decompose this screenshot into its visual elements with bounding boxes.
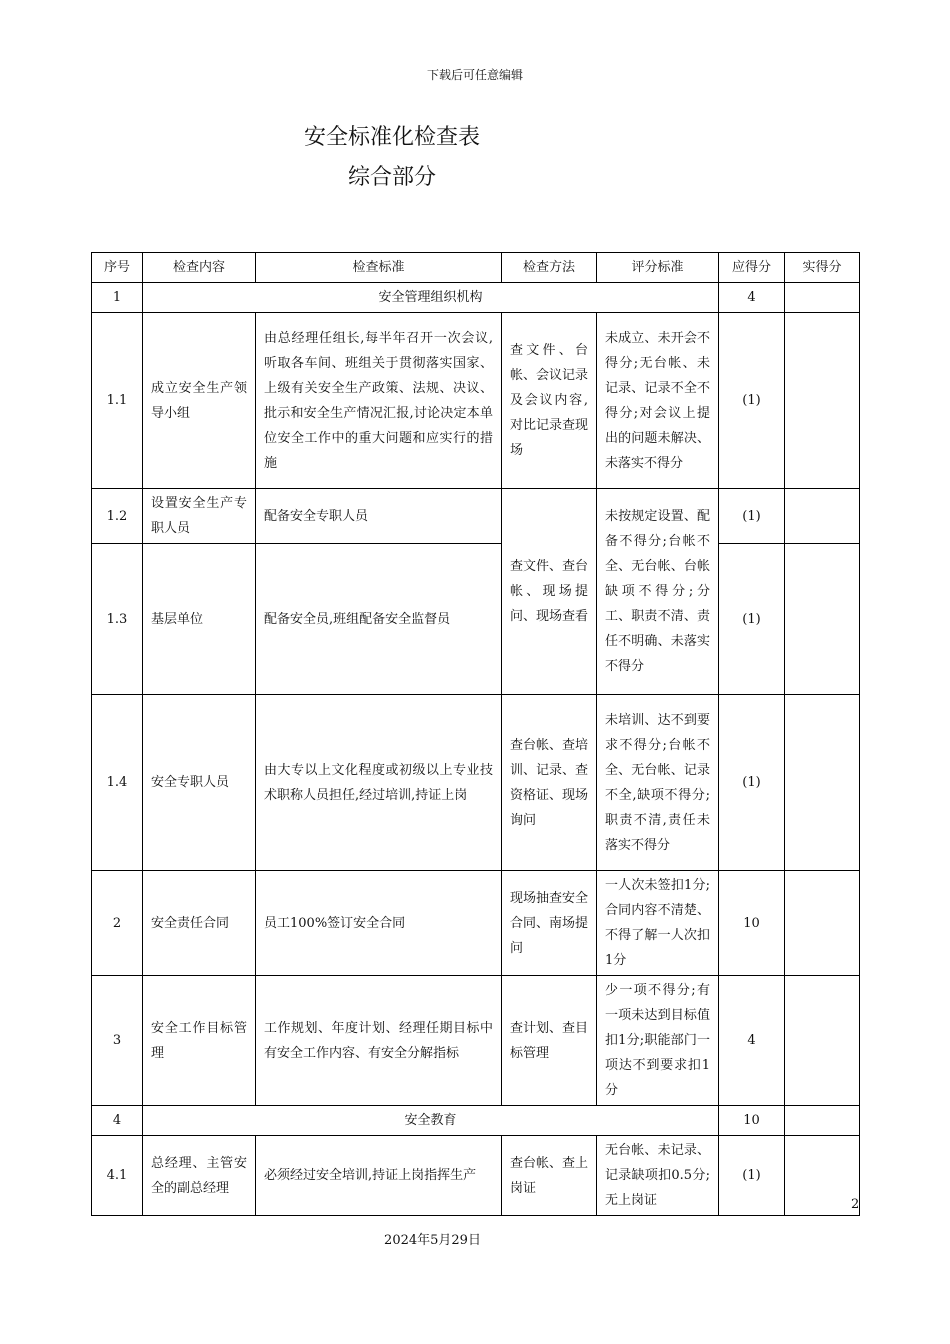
score-actual — [785, 695, 860, 871]
column-header: 实得分 — [785, 253, 860, 283]
score-due: 4 — [719, 283, 785, 313]
section-row — [92, 283, 860, 313]
scoring-standard: 未培训、达不到要求不得分;台帐不全、无台帐、记录不全,缺项不得分;职责不清,责任未落实不得分 — [597, 695, 719, 871]
header-note: 下载后可任意编辑 — [426, 68, 523, 82]
column-header: 检查标准 — [256, 253, 502, 283]
score-due: (1) — [719, 1136, 785, 1216]
row-number: 1.4 — [92, 695, 143, 871]
check-method: 查台帐、查培训、记录、查资格证、现场询问 — [502, 695, 597, 871]
scoring-standard: 无台帐、未记录、记录缺项扣0.5分;无上岗证 — [597, 1136, 719, 1216]
score-actual — [785, 1136, 860, 1216]
table-row — [92, 976, 860, 1106]
check-standard: 由总经理任组长,每半年召开一次会议,听取各车间、班组关于贯彻落实国家、上级有关安全生产政策、法规、决议、批示和安全生产情况汇报,讨论决定本单位安全工作中的重大问题和应实行的措施 — [256, 313, 502, 489]
check-standard: 由大专以上文化程度或初级以上专业技术职称人员担任,经过培训,持证上岗 — [256, 695, 502, 871]
column-header: 检查方法 — [502, 253, 597, 283]
check-content: 安全责任合同 — [143, 871, 256, 976]
column-header: 序号 — [92, 253, 143, 283]
check-content: 安全专职人员 — [143, 695, 256, 871]
check-method: 查计划、查目标管理 — [502, 976, 597, 1106]
score-due: (1) — [719, 544, 785, 695]
score-due: 10 — [719, 1106, 785, 1136]
table-row — [92, 695, 860, 871]
section-name: 安全教育 — [143, 1106, 719, 1136]
check-content: 设置安全生产专职人员 — [143, 489, 256, 544]
check-content: 安全工作目标管理 — [143, 976, 256, 1106]
score-due: 10 — [719, 871, 785, 976]
table-row — [92, 1136, 860, 1216]
row-number: 1 — [92, 283, 143, 313]
footer-date: 2024年5月29日 — [384, 1233, 481, 1248]
scoring-standard: 一人次未签扣1分;合同内容不清楚、不得了解一人次扣1分 — [597, 871, 719, 976]
row-number: 1.3 — [92, 544, 143, 695]
inspection-table — [91, 252, 860, 1216]
table-row — [92, 871, 860, 976]
scoring-standard: 少一项不得分;有一项未达到目标值扣1分;职能部门一项达不到要求扣1分 — [597, 976, 719, 1106]
table-header-row — [92, 253, 860, 283]
check-method: 查文件、台帐、会议记录及会议内容,对比记录查现场 — [502, 313, 597, 489]
column-header: 评分标准 — [597, 253, 719, 283]
document-subtitle: 综合部分 — [347, 165, 436, 190]
score-actual — [785, 976, 860, 1106]
score-actual — [785, 544, 860, 695]
section-row — [92, 1106, 860, 1136]
row-number: 1.1 — [92, 313, 143, 489]
check-content: 基层单位 — [143, 544, 256, 695]
score-actual — [785, 283, 860, 313]
check-standard: 配备安全员,班组配备安全监督员 — [256, 544, 502, 695]
row-number: 4.1 — [92, 1136, 143, 1216]
check-method: 查文件、查台帐、现场提问、现场查看 — [502, 489, 597, 695]
check-standard: 员工100%签订安全合同 — [256, 871, 502, 976]
check-method: 查台帐、查上岗证 — [502, 1136, 597, 1216]
check-content: 总经理、主管安全的副总经理 — [143, 1136, 256, 1216]
score-due: (1) — [719, 489, 785, 544]
check-standard: 必须经过安全培训,持证上岗指挥生产 — [256, 1136, 502, 1216]
table-row — [92, 313, 860, 489]
score-due: (1) — [719, 313, 785, 489]
section-name: 安全管理组织机构 — [143, 283, 719, 313]
score-due: 4 — [719, 976, 785, 1106]
row-number: 4 — [92, 1106, 143, 1136]
check-standard: 工作规划、年度计划、经理任期目标中有安全工作内容、有安全分解指标 — [256, 976, 502, 1106]
table-row — [92, 544, 860, 695]
page-number: 2 — [851, 1197, 860, 1212]
row-number: 3 — [92, 976, 143, 1106]
column-header: 检查内容 — [143, 253, 256, 283]
score-actual — [785, 313, 860, 489]
score-actual — [785, 1106, 860, 1136]
check-content: 成立安全生产领导小组 — [143, 313, 256, 489]
table-row — [92, 489, 860, 544]
score-actual — [785, 871, 860, 976]
score-actual — [785, 489, 860, 544]
row-number: 1.2 — [92, 489, 143, 544]
check-standard: 配备安全专职人员 — [256, 489, 502, 544]
row-number: 2 — [92, 871, 143, 976]
score-due: (1) — [719, 695, 785, 871]
check-method: 现场抽查安全合同、南场提问 — [502, 871, 597, 976]
scoring-standard: 未成立、未开会不得分;无台帐、未记录、记录不全不得分;对会议上提出的问题未解决、未落实不得分 — [597, 313, 719, 489]
document-title: 安全标准化检查表 — [303, 125, 480, 150]
column-header: 应得分 — [719, 253, 785, 283]
scoring-standard: 未按规定设置、配备不得分;台帐不全、无台帐、台帐缺项不得分;分工、职责不清、责任不明确、未落实不得分 — [597, 489, 719, 695]
